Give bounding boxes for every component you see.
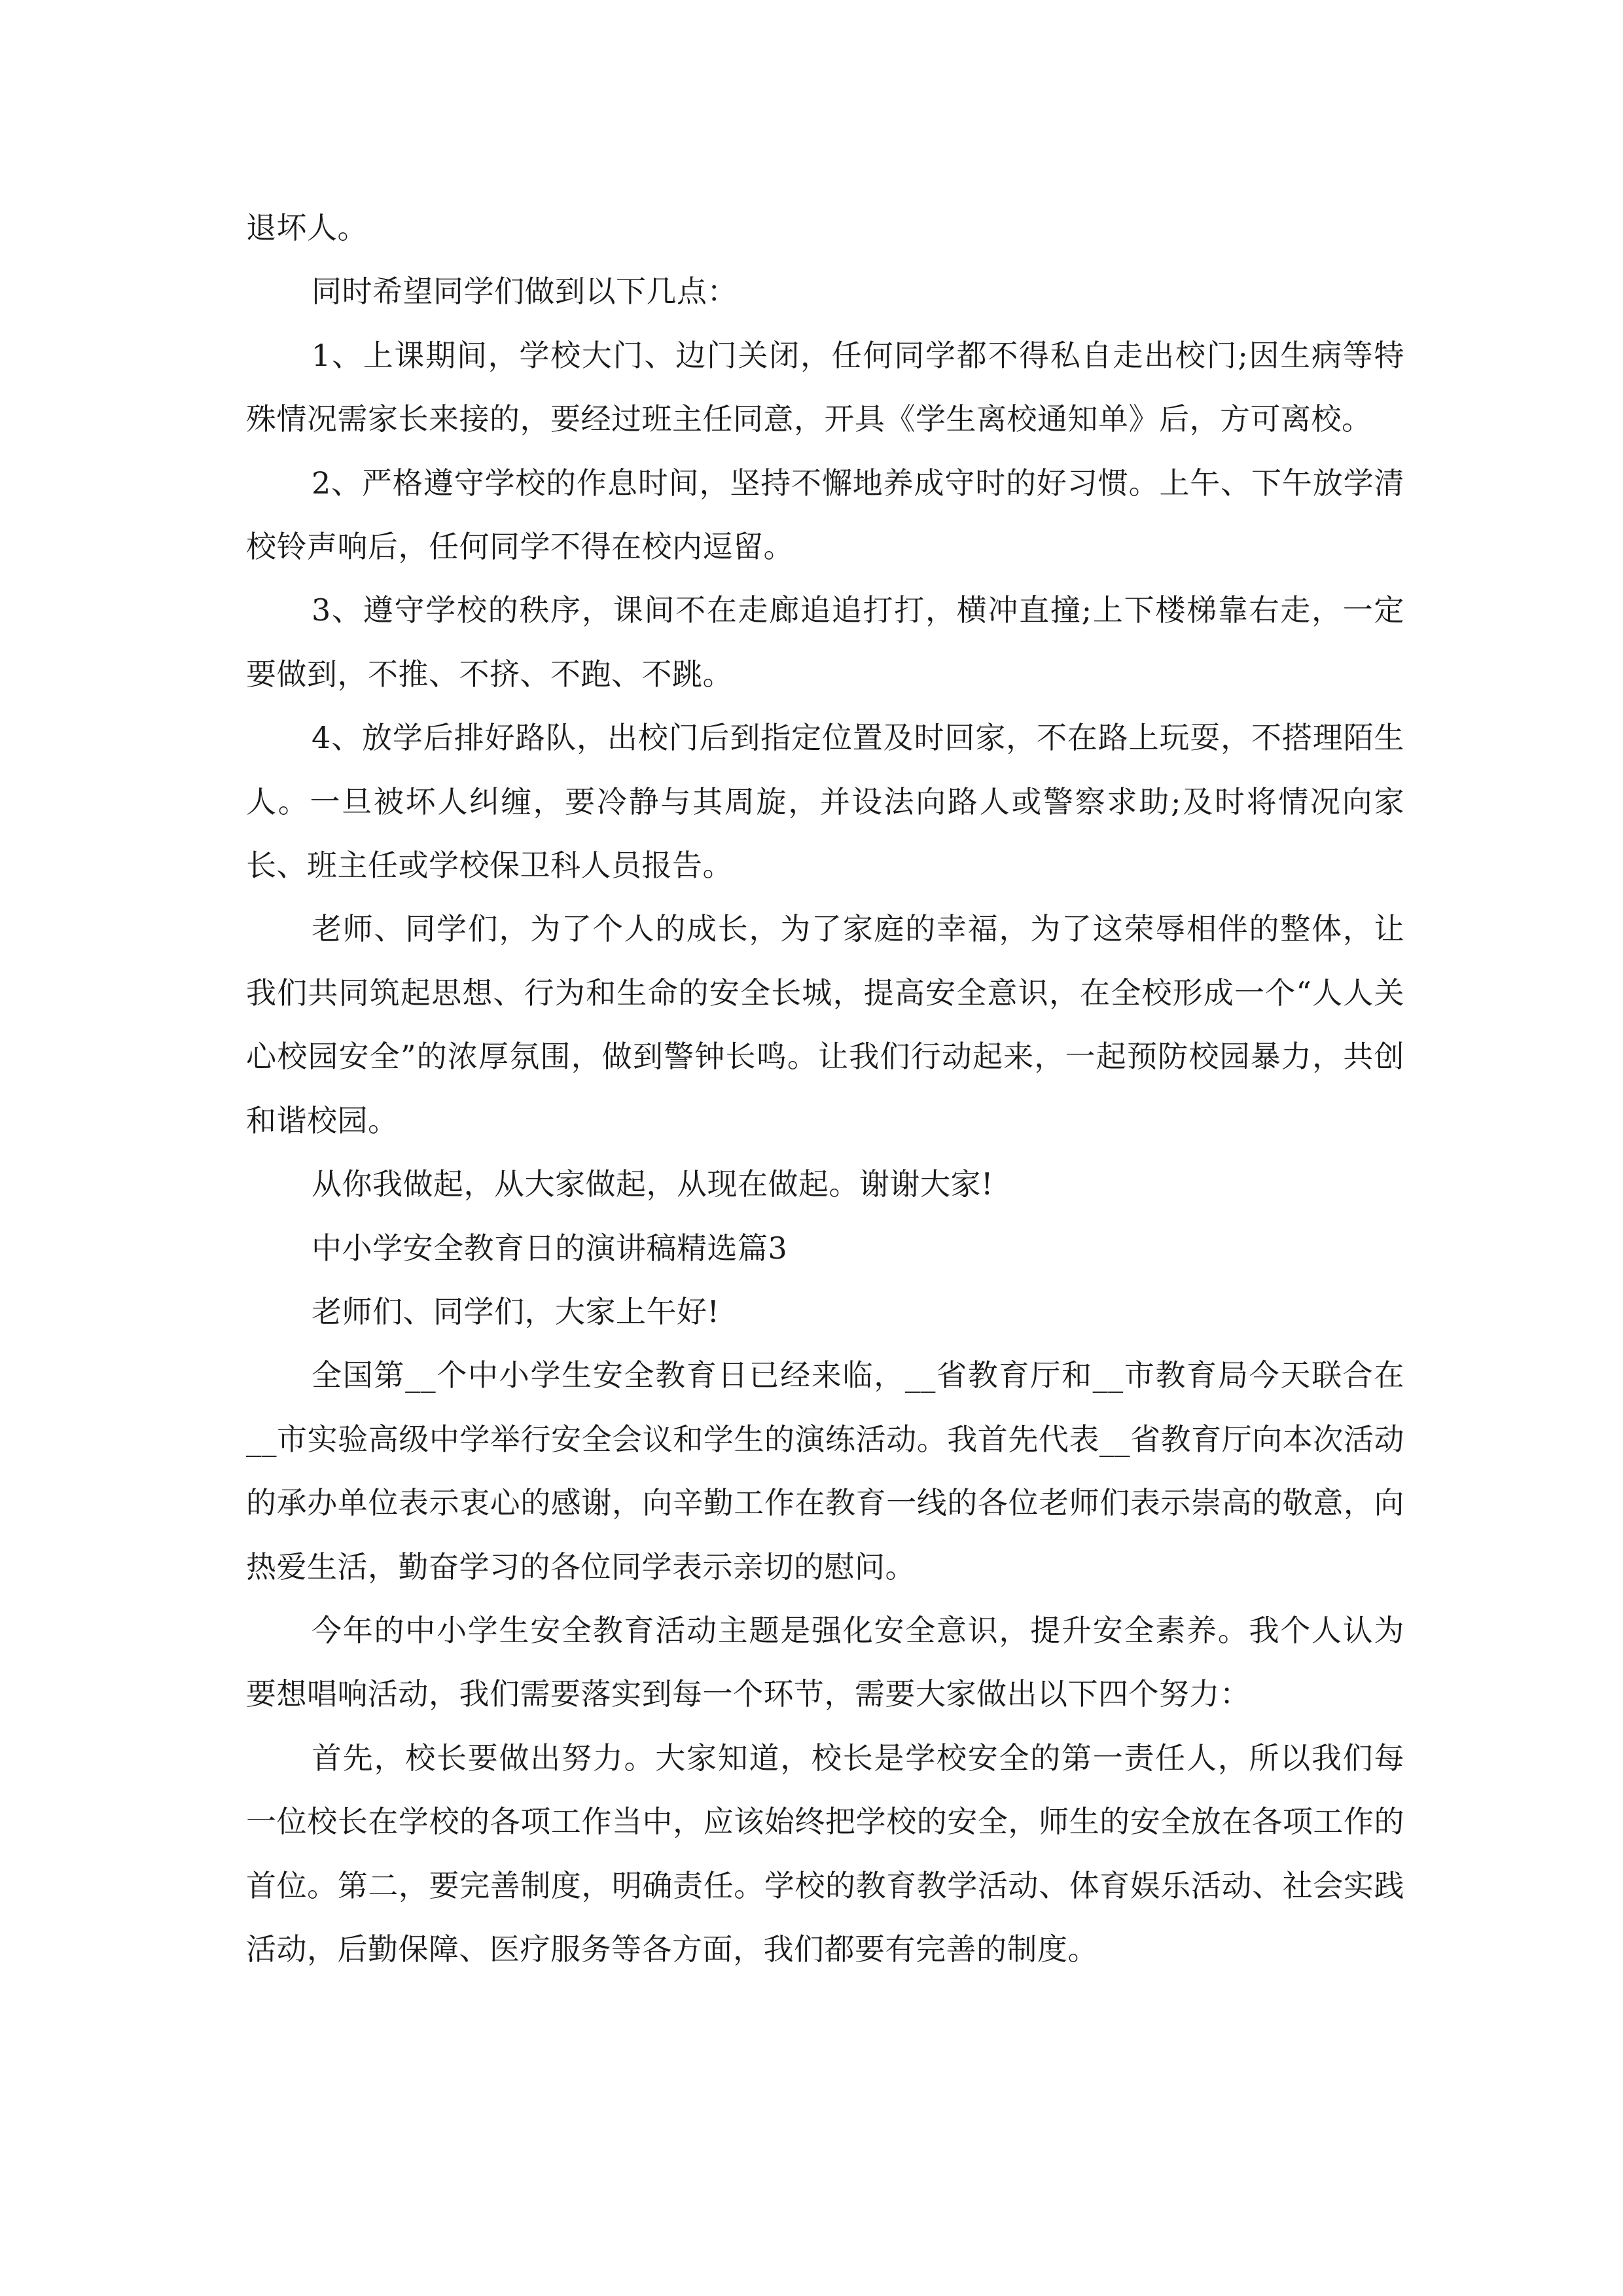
section-heading: 中小学安全教育日的演讲稿精选篇3 (312, 1230, 788, 1266)
document-body (246, 196, 1404, 1981)
paragraph: 今年的中小学生安全教育活动主题是强化安全意识，提升安全素养。我个人认为要想唱响活动，我们需要落实到每一个环节，需要大家做出以下四个努力： (246, 1612, 1404, 1712)
paragraph: 全国第__个中小学生安全教育日已经来临，__省教育厅和__市教育局今天联合在__市实验高级中学举行安全会议和学生的演练活动。我首先代表__省教育厅向本次活动的承办单位表示衷心的感谢，向辛勤工作在教育一线的各位老师们表示崇高的敬意，向热爱生活，勤奋学习的各位同学表示亲切的慰问。 (246, 1357, 1404, 1585)
paragraph: 2、严格遵守学校的作息时间，坚持不懈地养成守时的好习惯。上午、下午放学清校铃声响后，任何同学不得在校内逗留。 (246, 465, 1404, 565)
paragraph: 3、遵守学校的秩序，课间不在走廊追追打打，横冲直撞;上下楼梯靠右走，一定要做到，不推、不挤、不跑、不跳。 (246, 592, 1404, 692)
paragraph: 退坏人。 (246, 210, 368, 245)
paragraph: 从你我做起，从大家做起，从现在做起。谢谢大家! (312, 1166, 993, 1202)
paragraph: 老师们、同学们，大家上午好! (312, 1293, 720, 1329)
paragraph: 老师、同学们，为了个人的成长，为了家庭的幸福，为了这荣辱相伴的整体，让我们共同筑起思想、行为和生命的安全长城，提高安全意识，在全校形成一个“人人关心校园安全”的浓厚氛围，做到警钟长鸣。让我们行动起来，一起预防校园暴力，共创和谐校园。 (246, 911, 1404, 1138)
paragraph: 1、上课期间，学校大门、边门关闭，任何同学都不得私自走出校门;因生病等特殊情况需家长来接的，要经过班主任同意，开具《学生离校通知单》后，方可离校。 (246, 337, 1404, 437)
paragraph: 同时希望同学们做到以下几点： (312, 274, 738, 310)
paragraph: 首先，校长要做出努力。大家知道，校长是学校安全的第一责任人，所以我们每一位校长在学校的各项工作当中，应该始终把学校的安全，师生的安全放在各项工作的首位。第二，要完善制度，明确责任。学校的教育教学活动、体育娱乐活动、社会实践活动，后勤保障、医疗服务等各方面，我们都要有完善的制度。 (246, 1740, 1404, 1967)
paragraph: 4、放学后排好路队，出校门后到指定位置及时回家，不在路上玩耍，不搭理陌生人。一旦被坏人纠缠，要冷静与其周旋，并设法向路人或警察求助;及时将情况向家长、班主任或学校保卫科人员报告。 (246, 720, 1404, 884)
